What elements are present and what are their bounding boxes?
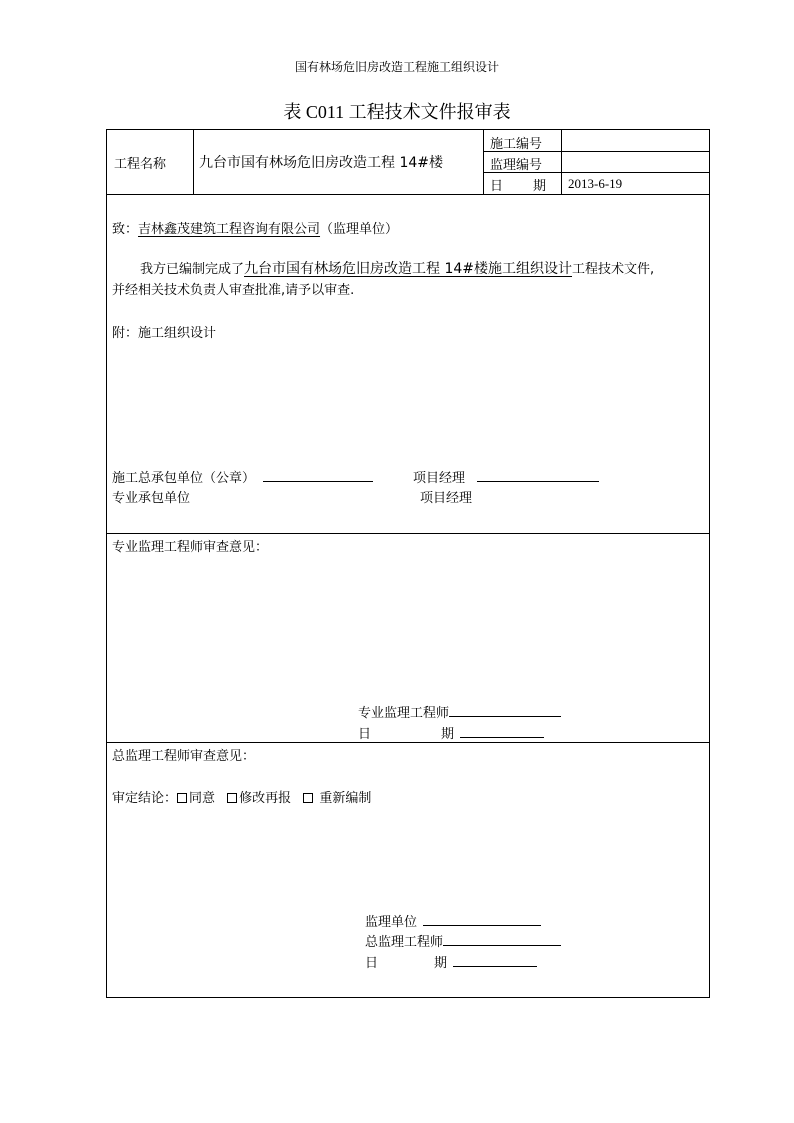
redo-label: 重新编制: [319, 791, 372, 806]
revise-checkbox[interactable]: [227, 793, 237, 803]
supervision-unit-label: 监理单位: [365, 915, 418, 930]
specialist-date-char-2: 期: [441, 727, 455, 742]
supervision-no-label: 监理编号: [490, 158, 543, 173]
specialist-engineer-label: 专业监理工程师: [358, 706, 450, 721]
chief-engineer-row: [365, 931, 561, 950]
agree-label: 同意: [189, 791, 216, 806]
project-manager-label-2: 项目经理: [420, 491, 473, 506]
rule-info-bottom: [106, 194, 710, 195]
rule-col-2: [483, 129, 484, 194]
project-manager-signature-line-1: [477, 469, 599, 482]
sub-contractor-label: 专业承包单位: [112, 491, 191, 506]
conclusion-label: 审定结论：: [112, 791, 178, 806]
supervision-unit-signature-line: [423, 913, 541, 926]
page-header: 国有林场危旧房改造工程施工组织设计: [294, 60, 499, 74]
chief-date-char-1: 日: [365, 956, 379, 971]
specialist-review-title: 专业监理工程师审查意见：: [112, 540, 269, 555]
general-contractor-signature-line: [263, 469, 373, 482]
chief-engineer-label: 总监理工程师: [365, 935, 444, 950]
specialist-date-line: [460, 725, 544, 738]
conclusion-row: [112, 787, 371, 806]
general-contractor-row: [112, 467, 373, 486]
project-name-value: 九台市国有林场危旧房改造工程 14#楼: [199, 155, 443, 171]
addressee-line: [112, 218, 398, 237]
rule-submission-bottom: [106, 533, 710, 534]
body-suffix: 工程技术文件,: [572, 262, 655, 277]
supervision-unit-row: [365, 911, 541, 930]
chief-review-title: 总监理工程师审查意见：: [112, 749, 256, 764]
project-manager-label-1: 项目经理: [413, 471, 466, 486]
date-value: 2013-6-19: [568, 176, 623, 191]
project-name-label: 工程名称: [114, 157, 167, 172]
body-line-2: 并经相关技术负责人审查批准,请予以审查.: [112, 283, 355, 298]
supervision-unit-name: 吉林鑫茂建筑工程咨询有限公司: [138, 222, 321, 237]
rule-col-1: [193, 129, 194, 194]
specialist-date-char-1: 日: [358, 727, 372, 742]
construction-no-label: 施工编号: [490, 137, 543, 152]
chief-date-row: [365, 952, 537, 971]
date-label-char-1: 日: [490, 179, 504, 194]
chief-engineer-signature-line: [443, 933, 561, 946]
addressee-suffix: （监理单位）: [320, 222, 399, 237]
pm-row-1: [413, 467, 599, 486]
specialist-engineer-signature-line: [449, 704, 561, 717]
specialist-date-row: [358, 723, 544, 742]
revise-label: 修改再报: [239, 791, 292, 806]
rule-specialist-bottom: [106, 742, 710, 743]
rule-col-3: [561, 129, 562, 194]
form-title: 表 C011 工程技术文件报审表: [283, 102, 511, 122]
body-line-1: [140, 258, 654, 278]
chief-date-char-2: 期: [434, 956, 448, 971]
attachment-line: 附：施工组织设计: [112, 326, 217, 341]
redo-checkbox[interactable]: [303, 793, 313, 803]
chief-date-line: [453, 954, 537, 967]
date-label-char-2: 期: [533, 179, 547, 194]
agree-checkbox[interactable]: [177, 793, 187, 803]
body-prefix: 我方已编制完成了: [140, 262, 245, 277]
document-name: 九台市国有林场危旧房改造工程 14#楼施工组织设计: [244, 261, 573, 277]
specialist-engineer-row: [358, 702, 561, 721]
general-contractor-label: 施工总承包单位（公章）: [112, 471, 256, 486]
addressee-prefix: 致：: [112, 222, 139, 237]
